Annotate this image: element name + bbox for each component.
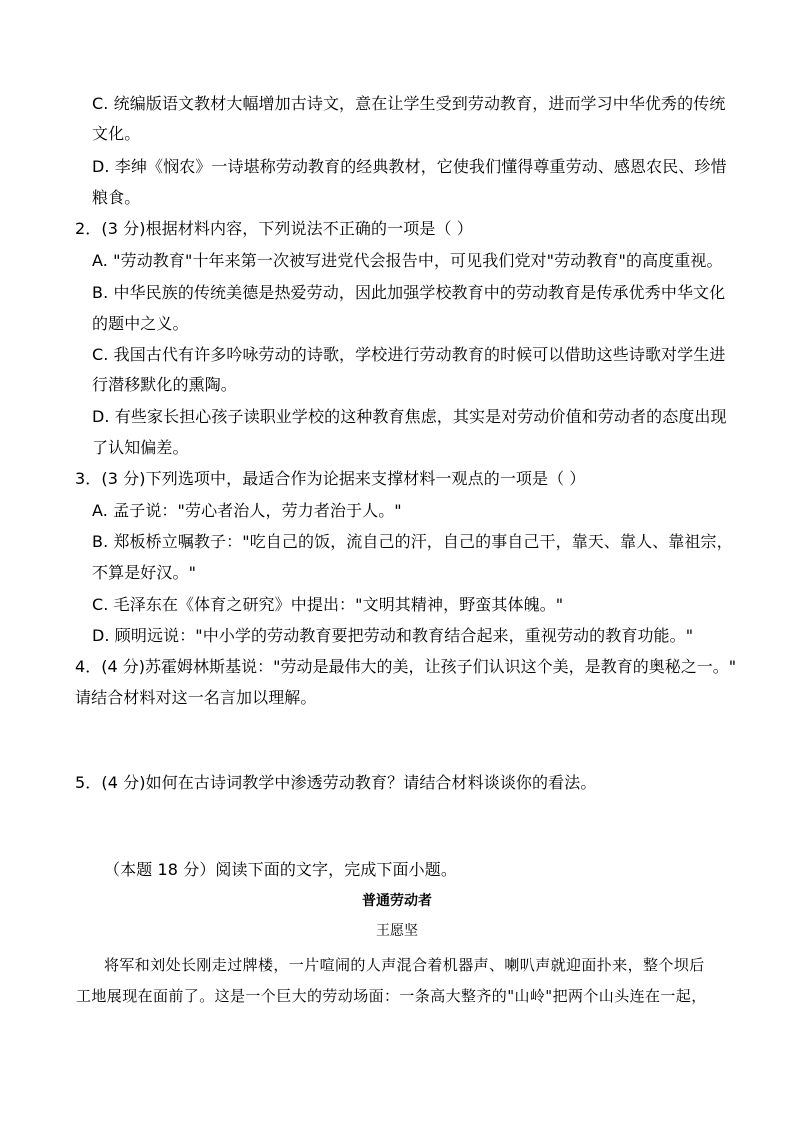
q2-option-b-line1: B. 中华民族的传统美德是热爱劳动，因此加强学校教育中的劳动教育是传承优秀中华文化 (92, 283, 726, 302)
q1-option-c-line1: C. 统编版语文教材大幅增加古诗文，意在让学生受到劳动教育，进而学习中华优秀的传统 (92, 94, 726, 113)
q4-stem-line1: 4．(4 分)苏霍姆林斯基说："劳动是最伟大的美，让孩子们认识这个美，是教育的奥秘之一。" (75, 657, 737, 676)
q1-option-c-line2: 文化。 (92, 124, 141, 143)
q2-option-d-line2: 了认知偏差。 (92, 438, 189, 457)
q4-stem-line2: 请结合材料对这一名言加以理解。 (75, 688, 317, 707)
q2-stem: 2．(3 分)根据材料内容，下列说法不正确的一项是（ ） (75, 219, 473, 238)
q1-option-d-line1: D. 李绅《悯农》一诗堪称劳动教育的经典教材，它使我们懂得尊重劳动、感恩农民、珍惜 (92, 157, 727, 176)
q2-option-d-line1: D. 有些家长担心孩子读职业学校的这种教育焦虑，其实是对劳动价值和劳动者的态度出现 (92, 407, 727, 426)
q2-option-b-line2: 的题中之义。 (92, 314, 189, 333)
section-intro: （本题 18 分）阅读下面的文字，完成下面小题。 (104, 860, 457, 879)
q3-option-b-line1: B. 郑板桥立嘱教子："吃自己的饭，流自己的汗，自己的事自己干，靠天、靠人、靠祖宗， (92, 532, 733, 551)
story-paragraph-line1: 将军和刘处长刚走过牌楼，一片喧闹的人声混合着机器声、喇叭声就迎面扑来，整个坝后 (104, 956, 705, 974)
q3-option-b-line2: 不算是好汉。" (92, 563, 197, 582)
q3-option-a: A. 孟子说："劳心者治人，劳力者治于人。" (92, 501, 402, 520)
q3-stem: 3．(3 分)下列选项中，最适合作为论据来支撑材料一观点的一项是（ ） (75, 469, 586, 488)
q3-option-d: D. 顾明远说："中小学的劳动教育要把劳动和教育结合起来，重视劳动的教育功能。" (92, 626, 694, 645)
q2-option-c-line2: 行潜移默化的熏陶。 (92, 375, 237, 394)
q5-stem: 5．(4 分)如何在古诗词教学中渗透劳动教育？请结合材料谈谈你的看法。 (75, 773, 597, 792)
q2-option-a: A. "劳动教育"十年来第一次被写进党代会报告中，可见我们党对"劳动教育"的高度重视。 (92, 251, 723, 270)
story-author: 王愿坚 (376, 923, 418, 939)
story-paragraph-line2: 工地展现在面前了。这是一个巨大的劳动场面：一条高大整齐的"山岭"把两个山头连在一起， (76, 987, 707, 1005)
q2-option-c-line1: C. 我国古代有许多吟咏劳动的诗歌，学校进行劳动教育的时候可以借助这些诗歌对学生进 (92, 345, 726, 364)
story-title: 普通劳动者 (362, 893, 432, 909)
q1-option-d-line2: 粮食。 (92, 188, 141, 207)
q3-option-c: C. 毛泽东在《体育之研究》中提出："文明其精神，野蛮其体魄。" (92, 595, 564, 614)
